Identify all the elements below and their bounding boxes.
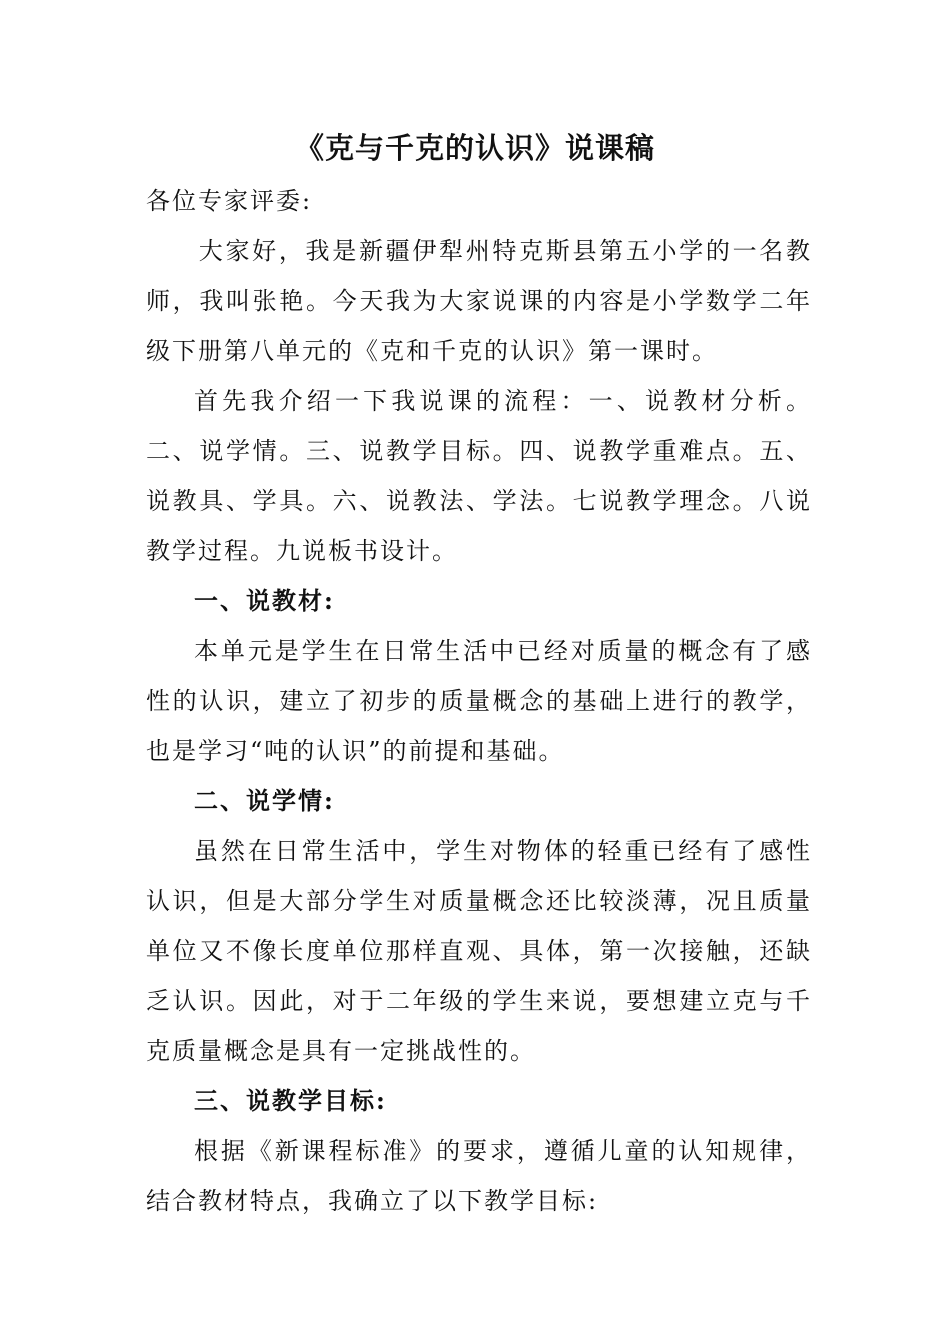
document-body bbox=[146, 176, 812, 1226]
salutation: 各位专家评委: bbox=[146, 187, 313, 215]
section-heading-textbook: 一、说教材: bbox=[194, 586, 335, 615]
section-heading-students: 二、说学情: bbox=[194, 786, 335, 815]
paragraph-students: 虽然在日常生活中，学生对物体的轻重已经有了感性认识，但是大部分学生对质量概念还比较淡薄，况且质量单位又不像长度单位那样直观、具体，第一次接触，还缺乏认识。因此，对于二年级的学生来说，要想建立克与千克质量概念是具有一定挑战性的。 bbox=[146, 837, 812, 1065]
page-title: 《克与千克的认识》说课稿 bbox=[294, 131, 655, 165]
section-heading-objectives: 三、说教学目标: bbox=[194, 1086, 387, 1115]
paragraph-textbook: 本单元是学生在日常生活中已经对质量的概念有了感性的认识，建立了初步的质量概念的基础上进行的教学，也是学习“吨的认识”的前提和基础。 bbox=[146, 637, 812, 765]
paragraph-objectives: 根据《新课程标准》的要求，遵循儿童的认知规律，结合教材特点，我确立了以下教学目标: bbox=[146, 1137, 812, 1215]
paragraph-intro: 大家好，我是新疆伊犁州特克斯县第五小学的一名教师，我叫张艳。今天我为大家说课的内容是小学数学二年级下册第八单元的《克和千克的认识》第一课时。 bbox=[146, 237, 812, 365]
paragraph-flow: 首先我介绍一下我说课的流程：一、说教材分析。二、说学情。三、说教学目标。四、说教学重难点。五、说教具、学具。六、说教法、学法。七说教学理念。八说教学过程。九说板书设计。 bbox=[146, 387, 812, 565]
